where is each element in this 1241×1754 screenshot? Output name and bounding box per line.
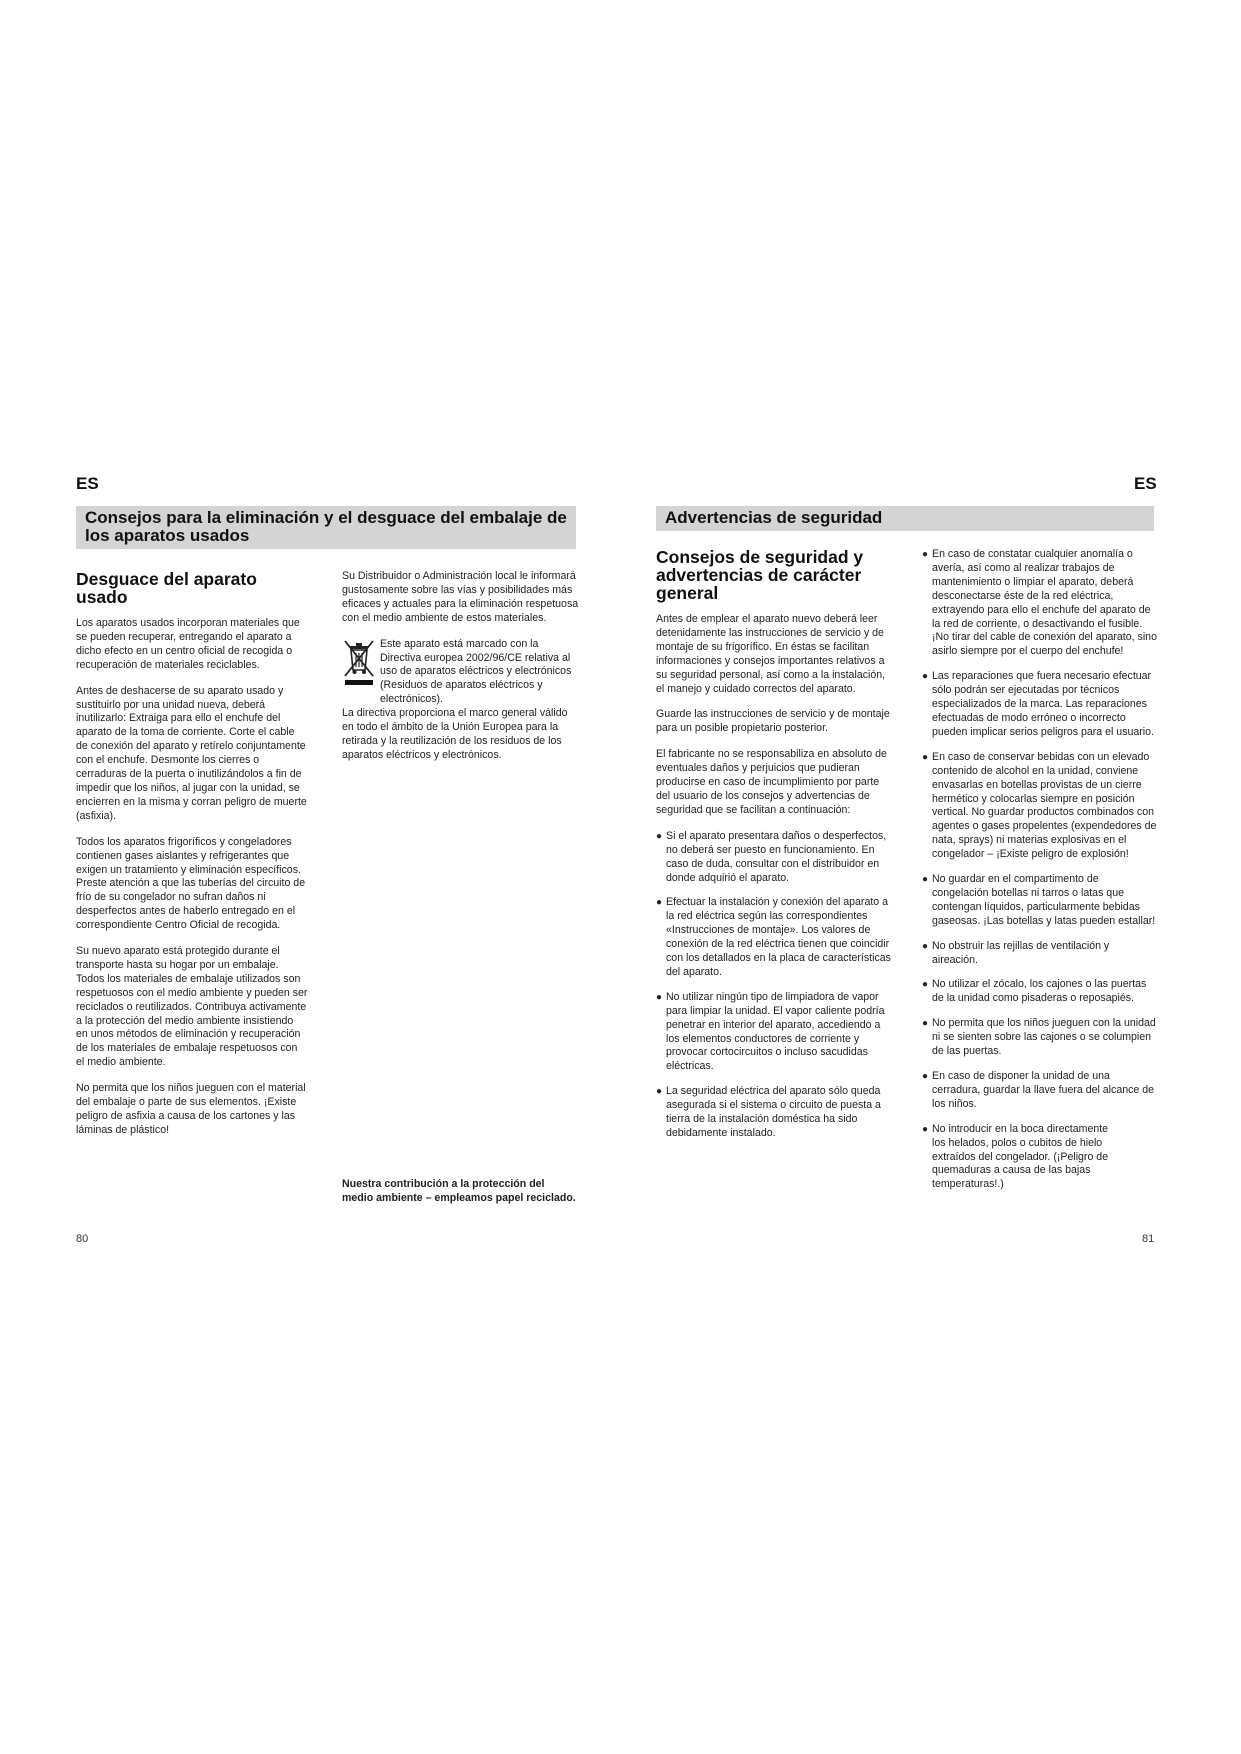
bullet-icon: ●	[922, 940, 929, 952]
safety-bullet	[922, 670, 1158, 740]
bullet-icon: ●	[656, 830, 663, 842]
safety-bullet	[656, 896, 892, 979]
bullet-text: Las reparaciones que fuera necesario efectuar sólo podrán ser ejecutadas por técnicos especializados de la marca. Las reparaciones efectuadas de modo erróneo o incorrecto pueden implicar serios peligros para el usuario.	[932, 670, 1154, 738]
safety-bullet	[656, 1085, 892, 1141]
bullet-text: Si el aparato presentara daños o desperfectos, no deberá ser puesto en funcionamiento. En caso de duda, consultar con el distribuidor en donde adquirió el aparato.	[666, 829, 887, 884]
bullet-icon: ●	[922, 1071, 929, 1082]
right-col1-paragraph: Antes de emplear el aparato nuevo deberá leer detenidamente las instrucciones de servicio y de montaje de su frigorífico. En éstas se facilitan informaciones y consejos importantes relativos a su seguridad personal, así como a la instalación, el manejo y cuidado correctos del aparato.	[656, 613, 886, 695]
safety-bullet	[922, 978, 1158, 1006]
crossed-out-wheelie-bin-icon	[342, 639, 376, 687]
left-col1-paragraph: Todos los aparatos frigoríficos y congeladores contienen gases aislantes y refrigerantes que exigen un tratamiento y eliminación específicos. Preste atención a que las tuberías del circuito de frío de su congelador no sufran daños ni desperfectos antes de haberlo entregado en el correspondiente Centro Oficial de recogida.	[76, 835, 306, 932]
bullet-text: No permita que los niños jueguen con la unidad ni se sienten sobre las cajones o se columpien de las puertas.	[932, 1017, 1156, 1058]
weee-notice	[342, 638, 580, 708]
left-col2	[342, 570, 580, 775]
safety-bullet	[922, 940, 1158, 968]
bullet-icon: ●	[922, 671, 929, 683]
left-col2-directive: La directiva proporciona el marco general válido en todo el ámbito de la Unión Europea para la retirada y la reutilización de los residuos de los aparatos eléctricos y electrónicos.	[342, 707, 568, 761]
safety-bullet	[922, 751, 1158, 862]
safety-bullet	[656, 991, 892, 1074]
left-page-section-banner: Consejos para la eliminación y el desguace del embalaje de los aparatos usados	[76, 506, 576, 549]
right-col1	[656, 548, 892, 1152]
bullet-icon: ●	[656, 897, 663, 909]
left-col1-paragraph: Los aparatos usados incorporan materiales que se pueden recuperar, entregando el aparato a dicho efecto en un centro oficial de recogida o recuperación de materiales reciclables.	[76, 617, 300, 671]
right-col1-body	[656, 613, 892, 1141]
bullet-text: No utilizar ningún tipo de limpiadora de vapor para limpiar la unidad. El vapor caliente podría penetrar en interior del aparato, accediendo a los elementos conductores de corriente y provocar cortocircuitos o incluso sacudidas eléctricas.	[666, 990, 885, 1073]
safety-bullet	[922, 548, 1158, 659]
bullet-icon: ●	[656, 991, 663, 1003]
bullet-icon: ●	[922, 1123, 929, 1135]
left-col1-paragraph: No permita que los niños jueguen con el material del embalaje o parte de sus elementos. ¡Existe peligro de asfixia a causa de los cartones y las láminas de plástico!	[76, 1082, 306, 1136]
safety-bullet	[922, 1070, 1158, 1112]
bullet-icon: ●	[922, 874, 929, 886]
right-col1-paragraph: Guarde las instrucciones de servicio y de montaje para un posible propietario posterior.	[656, 708, 890, 735]
right-page-heading: Consejos de seguridad y advertencias de carácter general	[656, 547, 864, 603]
left-page-language-code: ES	[76, 474, 99, 493]
right-page-section-banner: Advertencias de seguridad	[656, 506, 1154, 531]
bullet-icon: ●	[656, 1086, 663, 1098]
weee-text: Este aparato está marcado con la Directiva europea 2002/96/CE relativa al uso de aparatos eléctricos y electrónicos (Residuos de aparatos eléctricos y electrónicos).	[380, 637, 572, 706]
left-col1-paragraph: Su nuevo aparato está protegido durante el transporte hasta su hogar por un embalaje. Todos los materiales de embalaje utilizados son respetuosos con el medio ambiente y pueden ser reciclados o reutilizados. Contribuya activamente a la protección del medio ambiente insistiendo en unos métodos de eliminación y recuperación de los materiales de embalaje respetuosos con el medio ambiente.	[76, 945, 308, 1069]
left-col1	[76, 570, 308, 1150]
left-col1-body	[76, 617, 308, 1138]
left-col1-paragraph: Antes de deshacerse de su aparato usado y sustituirlo por una unidad nueva, deberá inutilizarlo: Extraiga para ello el enchufe del aparato de la toma de corriente. Corte el cable de conexión del aparato y retírelo conjuntamente con el enchufe. Desmonte los cierres o cerraduras de la puerta o inutilizándolos a fin de impedir que los niños, al jugar con la unidad, se encierren en la misma y corran peligro de muerte (asfixia).	[76, 684, 307, 822]
bullet-icon: ●	[922, 549, 929, 560]
bullet-text: En caso de disponer la unidad de una cerradura, guardar la llave fuera del alcance de los niños.	[932, 1070, 1155, 1110]
bullet-text: No utilizar el zócalo, los cajones o las puertas de la unidad como pisaderas o reposapiés.	[932, 978, 1147, 1005]
bullet-text: No introducir en la boca directamente los helados, polos o cubitos de hielo extraídos del congelador. (¡Peligro de quemaduras a causa de las bajas temperaturas!.)	[932, 1122, 1109, 1191]
bullet-text: En caso de conservar bebidas con un elevado contenido de alcohol en la unidad, conviene envasarlas en botellas provistas de un cierre hermético y colocarlas siempre en posición vertical. No guardar productos combinados con agentes o gases propelentes (expendedores de nata, sprays) ni materias explosivas en el congelador – ¡Existe peligro de explosión!	[932, 750, 1157, 861]
right-col1-paragraph: El fabricante no se responsabiliza en absoluto de eventuales daños y perjuicios que pudieran producirse en caso de incumplimiento por parte del usuario de los consejos y advertencias de seguridad que se facilitan a continuación:	[656, 748, 887, 816]
right-page-language-code: ES	[1134, 474, 1157, 493]
bullet-icon: ●	[922, 979, 929, 991]
left-page-number: 80	[76, 1233, 89, 1245]
safety-bullet	[922, 1123, 1158, 1193]
recycled-paper-note: Nuestra contribución a la protección del medio ambiente – empleamos papel reciclado.	[342, 1178, 576, 1204]
left-page-heading: Desguace del aparato usado	[76, 569, 257, 607]
bullet-text: En caso de constatar cualquier anomalía o avería, así como al realizar trabajos de mantenimiento o limpiar el aparato, deberá desconectarse éste de la red eléctrica, extrayendo para ello el enchufe del aparato de la red de corriente, o desactivando el fusible. ¡No tirar del cable de conexión del aparato, sino asirlo siempre por el cuerpo del enchufe!	[932, 548, 1157, 658]
safety-bullet	[922, 873, 1158, 929]
right-page-number: 81	[1142, 1233, 1155, 1245]
safety-bullet	[656, 830, 892, 886]
left-col2-intro: Su Distribuidor o Administración local le informará gustosamente sobre las vías y posibilidades más eficaces y actuales para la eliminación respetuosa con el medio ambiente de estos materiales.	[342, 570, 579, 624]
bullet-text: No guardar en el compartimento de congelación botellas ni tarros o latas que contengan líquidos, particularmente bebidas gaseosas. ¡Las botellas y latas pueden estallar!	[932, 873, 1156, 927]
bullet-text: Efectuar la instalación y conexión del aparato a la red eléctrica según las correspondientes «Instrucciones de montaje». Los valores de conexión de la red eléctrica tienen que coincidir con los detallados en la placa de características del aparato.	[666, 896, 891, 978]
bullet-text: No obstruir las rejillas de ventilación y aireación.	[932, 939, 1110, 966]
bullet-text: La seguridad eléctrica del aparato sólo queda asegurada si el sistema o circuito de puesta a tierra de la instalación doméstica ha sido debidamente instalado.	[666, 1085, 881, 1139]
right-col2	[922, 548, 1158, 1203]
safety-bullet	[922, 1017, 1158, 1059]
bullet-icon: ●	[922, 751, 929, 763]
bullet-icon: ●	[922, 1018, 929, 1030]
